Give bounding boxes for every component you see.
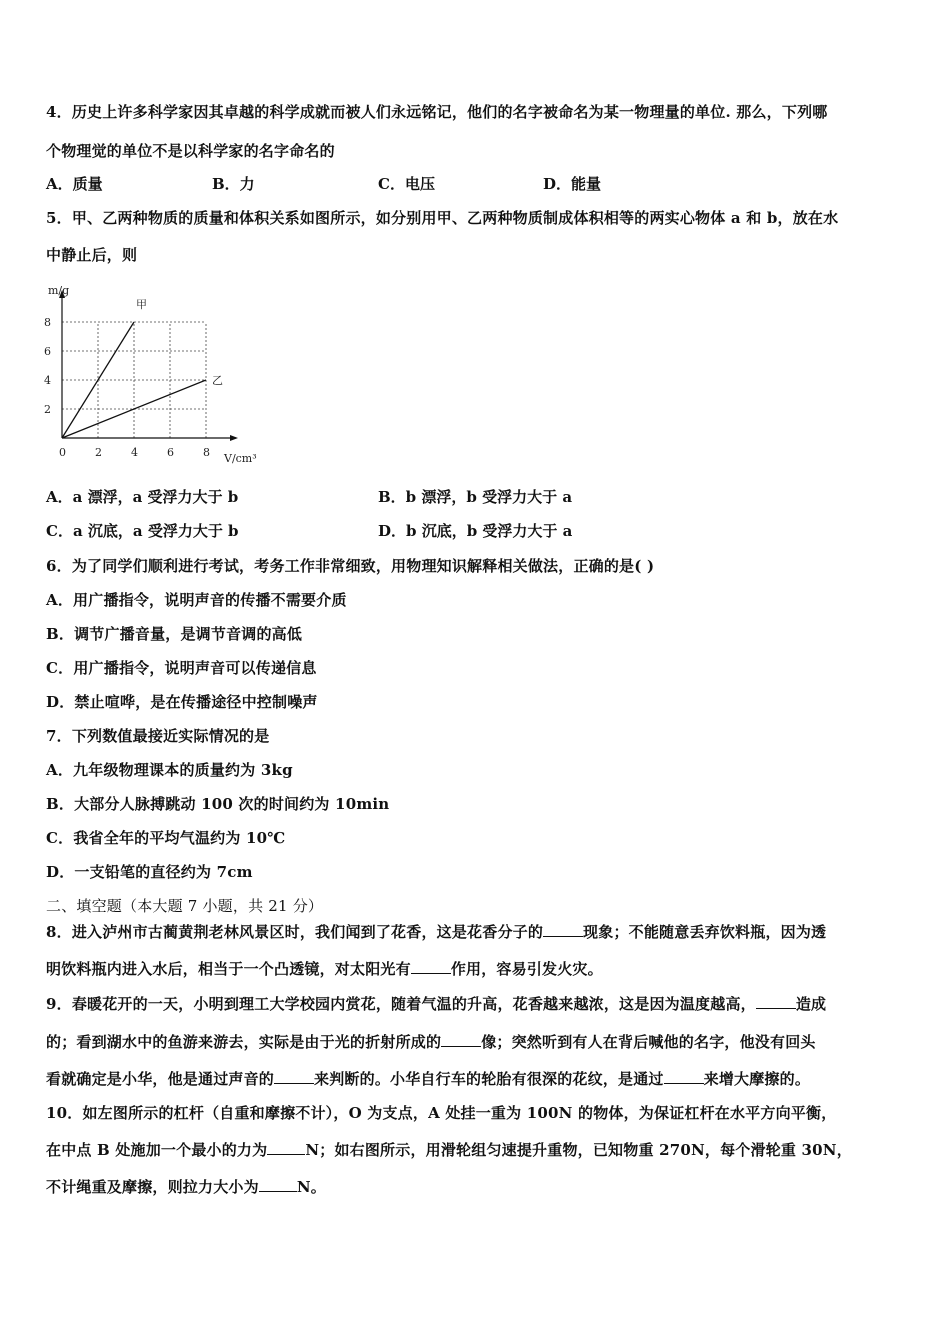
q8-blank-1 [543, 936, 583, 937]
q4-option-a: A．质量 [46, 175, 103, 193]
q9-line1: 9．春暖花开的一天，小明到理工大学校园内赏花，随着气温的升高，花香越来越浓，这是因为温度越高， 造成 [46, 995, 827, 1013]
y-axis-label: m/g [48, 284, 70, 297]
q4-option-c: C．电压 [378, 175, 435, 193]
q5-option-a: A．a 漂浮，a 受浮力大于 b [46, 488, 239, 506]
q6-option-a: A．用广播指令，说明声音的传播不需要介质 [46, 591, 347, 609]
section-heading-fill-in: 二、填空题（本大题 7 小题，共 21 分） [46, 897, 324, 915]
series-label-jia: 甲 [136, 298, 147, 311]
q4-option-d: D．能量 [543, 175, 602, 193]
q10-blank-2 [259, 1191, 297, 1192]
q5-stem-line1: 5．甲、乙两种物质的质量和体积关系如图所示，如分别用甲、乙两种物质制成体积相等的两实心物体 a 和 b，放在水 [46, 209, 839, 227]
q5-option-d: D．b 沉底，b 受浮力大于 a [378, 522, 573, 540]
x-tick-label: 2 [95, 446, 102, 459]
y-tick-label: 2 [44, 403, 51, 416]
q8-line2: 明饮料瓶内进入水后，相当于一个凸透镜，对太阳光有 作用，容易引发火灾。 [46, 960, 603, 978]
x-axis-label: V/cm³ [224, 452, 257, 465]
q6-option-c: C．用广播指令，说明声音可以传递信息 [46, 659, 317, 677]
q4-stem-line2: 个物理觉的单位不是以科学家的名字命名的 [46, 142, 335, 160]
series-label-yi: 乙 [212, 374, 223, 387]
y-tick-label: 8 [44, 316, 51, 329]
q9-blank-4 [664, 1083, 704, 1084]
q4-option-b: B．力 [212, 175, 255, 193]
q9-line2: 的；看到湖水中的鱼游来游去，实际是由于光的折射所成的 像；突然听到有人在背后喊他的名字，他没有回头 [46, 1033, 816, 1051]
mass-volume-graph [36, 282, 266, 472]
q5-option-b: B．b 漂浮，b 受浮力大于 a [378, 488, 573, 506]
q9-blank-1 [756, 1008, 796, 1009]
q7-stem: 7．下列数值最接近实际情况的是 [46, 727, 270, 745]
x-tick-label: 0 [59, 446, 66, 459]
q10-blank-1 [267, 1154, 305, 1155]
x-tick-label: 8 [203, 446, 210, 459]
q9-line3: 看就确定是小华，他是通过声音的 来判断的。小华自行车的轮胎有很深的花纹，是通过 来增大摩擦的。 [46, 1070, 811, 1088]
q10-line3: 不计绳重及摩擦，则拉力大小为 N。 [46, 1178, 326, 1196]
x-tick-label: 4 [131, 446, 138, 459]
q7-option-d: D．一支铅笔的直径约为 7cm [46, 863, 253, 881]
graph-axes [59, 290, 238, 441]
q6-option-d: D．禁止喧哗，是在传播途径中控制噪声 [46, 693, 318, 711]
q8-blank-2 [411, 973, 451, 974]
q9-blank-2 [441, 1046, 481, 1047]
x-tick-label: 6 [167, 446, 174, 459]
x-axis-arrow [230, 435, 238, 441]
q7-option-b: B．大部分人脉搏跳动 100 次的时间约为 10min [46, 795, 390, 813]
q6-option-b: B．调节广播音量，是调节音调的高低 [46, 625, 303, 643]
q5-option-c: C．a 沉底，a 受浮力大于 b [46, 522, 239, 540]
q9-blank-3 [274, 1083, 314, 1084]
y-tick-label: 4 [44, 374, 51, 387]
q5-stem-line2: 中静止后，则 [46, 246, 138, 264]
y-tick-label: 6 [44, 345, 51, 358]
q6-stem: 6．为了同学们顺利进行考试，考务工作非常细致，用物理知识解释相关做法，正确的是( ) [46, 557, 655, 575]
q8-line1: 8．进入泸州市古蔺黄荆老林风景区时，我们闻到了花香，这是花香分子的 现象；不能随意丢弃饮料瓶，因为透 [46, 923, 827, 941]
q7-option-c: C．我省全年的平均气温约为 10℃ [46, 829, 286, 847]
q7-option-a: A．九年级物理课本的质量约为 3kg [46, 761, 293, 779]
graph-grid [62, 322, 206, 438]
q10-line1: 10．如左图所示的杠杆（自重和摩擦不计），O 为支点，A 处挂一重为 100N 的物体，为保证杠杆在水平方向平衡， [46, 1104, 837, 1122]
q4-stem-line1: 4．历史上许多科学家因其卓越的科学成就而被人们永远铭记，他们的名字被命名为某一物理量的单位. 那么，下列哪 [46, 103, 828, 121]
q10-line2: 在中点 B 处施加一个最小的力为 N；如右图所示，用滑轮组匀速提升重物，已知物重 270N，每个滑轮重 30N， [46, 1141, 852, 1159]
